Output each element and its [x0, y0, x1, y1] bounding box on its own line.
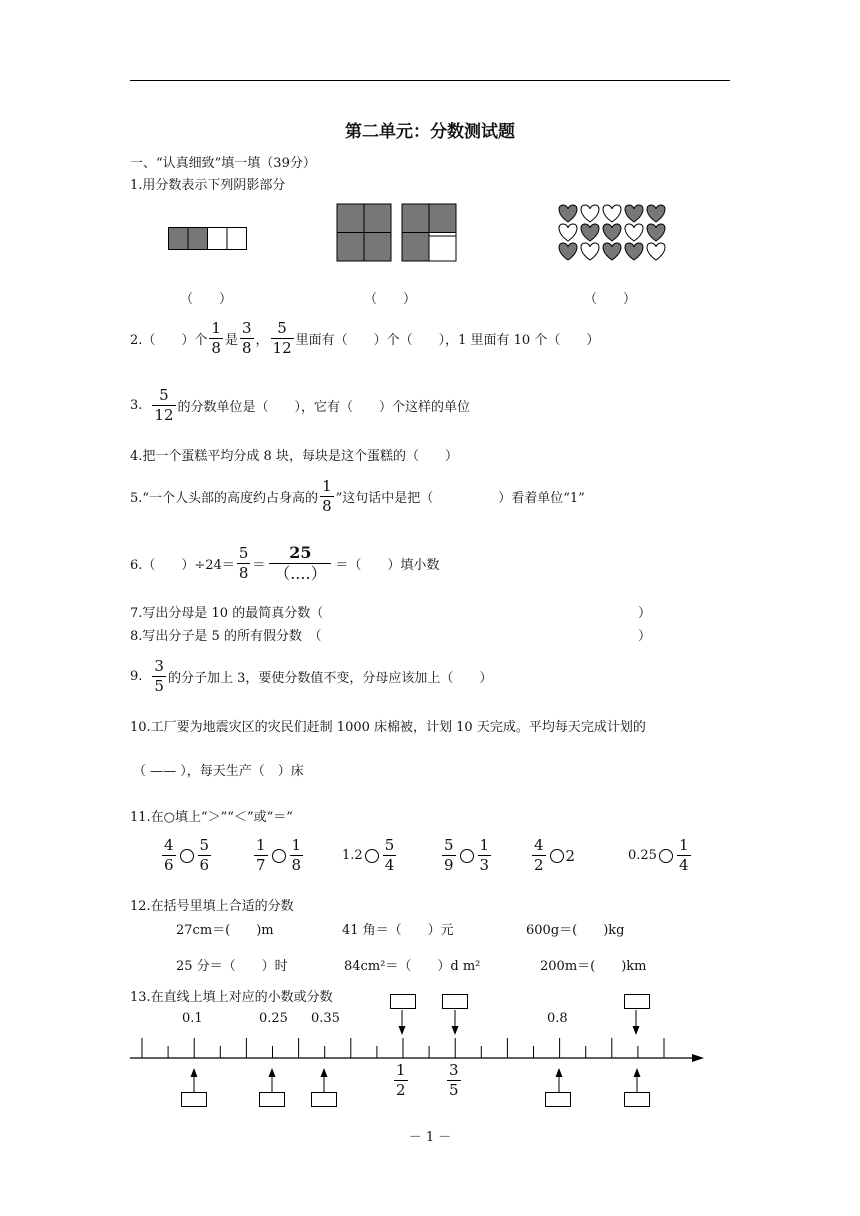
q2-fraction-2: $\frac{3}{8}$: [241, 319, 252, 357]
section-heading: 一、“认真细致”填一填（39分）: [130, 156, 316, 171]
q2-line: [130, 321, 599, 356]
q12-item-6: 200m＝( )km: [540, 959, 647, 974]
q5-part1: 5.“一个人头部的高度约占身高的: [130, 491, 319, 506]
heart-shape: [559, 243, 577, 260]
q1-text: 1.用分数表示下列阴影部分: [130, 178, 286, 193]
heart-shape: [559, 224, 577, 241]
q13-fraction-half: $\frac{1}{2}$: [396, 1061, 406, 1099]
heart-shape: [625, 205, 643, 222]
q6-part1: 6.（ ）÷24＝: [130, 558, 235, 573]
pointer-arrowhead: [269, 1068, 276, 1077]
q2-part3: ，: [255, 333, 269, 348]
axis-arrowhead: [692, 1054, 704, 1062]
q11-comparison: $\frac{4}{2}$ 2: [534, 836, 576, 874]
q2-fraction-3: $\frac{5}{12}$: [272, 319, 292, 357]
compare-circle[interactable]: [460, 849, 474, 863]
heart-shape: [625, 224, 643, 241]
pointer-arrowhead: [321, 1068, 328, 1077]
q12-item-5: 84cm²＝（ ）d m²: [344, 959, 481, 974]
heart-shape: [647, 243, 665, 260]
q1-answer-2[interactable]: （ ）: [364, 292, 417, 307]
q1-answer-1[interactable]: （ ）: [180, 292, 233, 307]
q10-line2: （ —— ），每天生产（ ）床: [133, 764, 304, 779]
q8-text: 8.写出分子是 5 的所有假分数 （: [130, 629, 322, 644]
q6-part2: ＝（ ）填小数: [335, 558, 440, 573]
compare-circle[interactable]: [180, 849, 194, 863]
q12-item-1: 27cm＝( )m: [176, 923, 274, 938]
q13-bottom-box-1[interactable]: [181, 1092, 207, 1107]
q9-part2: 的分子加上 3，要使分数值不变，分母应该加上（ ）: [167, 671, 493, 686]
q3-line: [130, 388, 470, 423]
compare-circle[interactable]: [365, 849, 379, 863]
q6-line: [130, 545, 439, 582]
q3-part1: 3.: [130, 398, 143, 413]
q1-squares-figure: [336, 203, 458, 263]
heart-shape: [625, 243, 643, 260]
heart-shape: [581, 205, 599, 222]
heart-shape: [647, 205, 665, 222]
pointer-arrowhead: [191, 1068, 198, 1077]
page-title: 第二单元：分数测试题: [345, 122, 515, 142]
q13-bottom-box-4[interactable]: [545, 1092, 571, 1107]
q12-text: 12.在括号里填上合适的分数: [130, 899, 294, 914]
q11-comparison: $\frac{4}{6}$ $\frac{5}{6}$: [164, 836, 210, 874]
pointer-arrowhead: [399, 1026, 406, 1035]
q9-line: [130, 659, 492, 694]
q11-text: 11.在○填上“＞”“＜”或“＝”: [130, 810, 293, 825]
q5-fraction: $\frac{1}{8}$: [322, 477, 332, 515]
q11-comparison: $\frac{5}{9}$ $\frac{1}{3}$: [444, 836, 490, 874]
q13-label-0.25: 0.25: [259, 1011, 288, 1026]
q2-part2: 是: [224, 333, 238, 348]
q3-part2: 的分数单位是（ ），它有（ ）个这样的单位: [177, 400, 471, 415]
q12-item-2: 41 角＝（ ）元: [342, 923, 454, 938]
q9-fraction: $\frac{3}{5}$: [154, 657, 164, 695]
heart-shape: [559, 205, 577, 222]
q11-comparison: $\frac{1}{7}$ $\frac{1}{8}$: [256, 836, 302, 874]
q11-comparison: 1.2 $\frac{5}{4}$: [342, 836, 395, 874]
q6-equals: ＝: [252, 558, 266, 573]
q6-fraction-1: $\frac{5}{8}$: [238, 544, 249, 582]
compare-circle[interactable]: [659, 849, 673, 863]
q3-fraction: $\frac{5}{12}$: [154, 386, 174, 424]
q13-top-box-1[interactable]: [390, 994, 416, 1009]
q5-part2: ”这句话中是把（ ）看着单位“1”: [335, 491, 585, 506]
q2-part1: 2.（ ）个: [130, 333, 208, 348]
q13-label-0.8: 0.8: [547, 1011, 568, 1026]
heart-shape: [603, 205, 621, 222]
q1-strip-figure: [168, 227, 248, 251]
top-rule: [130, 80, 730, 81]
q13-bottom-box-5[interactable]: [624, 1092, 650, 1107]
q7-text: 7.写出分母是 10 的最简真分数（: [130, 606, 324, 621]
heart-shape: [581, 224, 599, 241]
q13-bottom-box-2[interactable]: [259, 1092, 285, 1107]
q13-label-0.1: 0.1: [182, 1011, 203, 1026]
q2-part4: 里面有（ ）个（ ），1 里面有 10 个（ ）: [295, 333, 600, 348]
q1-hearts-figure: [556, 203, 668, 263]
q13-label-0.35: 0.35: [311, 1011, 340, 1026]
pointer-arrowhead: [452, 1026, 459, 1035]
compare-circle[interactable]: [272, 849, 286, 863]
q1-answer-3[interactable]: （ ）: [584, 292, 637, 307]
q5-line: [130, 479, 585, 514]
heart-shape: [647, 224, 665, 241]
q13-top-box-3[interactable]: [624, 994, 650, 1009]
q12-item-4: 25 分＝（ ）时: [176, 959, 288, 974]
q7-close: ）: [638, 606, 652, 621]
q2-fraction-1: $\frac{1}{8}$: [211, 319, 221, 357]
pointer-arrowhead: [556, 1068, 563, 1077]
heart-shape: [603, 243, 621, 260]
q13-top-box-2[interactable]: [442, 994, 468, 1009]
q9-part1: 9.: [130, 669, 143, 684]
compare-circle[interactable]: [550, 849, 564, 863]
q4-text: 4.把一个蛋糕平均分成 8 块，每块是这个蛋糕的（ ）: [130, 449, 458, 464]
q13-text: 13.在直线上填上对应的小数或分数: [130, 990, 333, 1005]
pointer-arrowhead: [634, 1068, 641, 1077]
q12-item-3: 600g＝( )kg: [526, 923, 625, 938]
q10-line1: 10.工厂要为地震灾区的灾民们赶制 1000 床棉被，计划 10 天完成。平均每天完成计划的: [130, 720, 646, 735]
heart-shape: [581, 243, 599, 260]
q13-fraction-three-fifths: $\frac{3}{5}$: [449, 1061, 459, 1099]
q13-bottom-box-3[interactable]: [311, 1092, 337, 1107]
q8-close: ）: [638, 629, 652, 644]
q11-comparison: 0.25 $\frac{1}{4}$: [628, 836, 689, 874]
pointer-arrowhead: [633, 1026, 640, 1035]
page-number: － 1 －: [408, 1130, 452, 1145]
heart-shape: [603, 224, 621, 241]
q6-fraction-2: $\frac{25}{(....)}$: [269, 545, 331, 582]
